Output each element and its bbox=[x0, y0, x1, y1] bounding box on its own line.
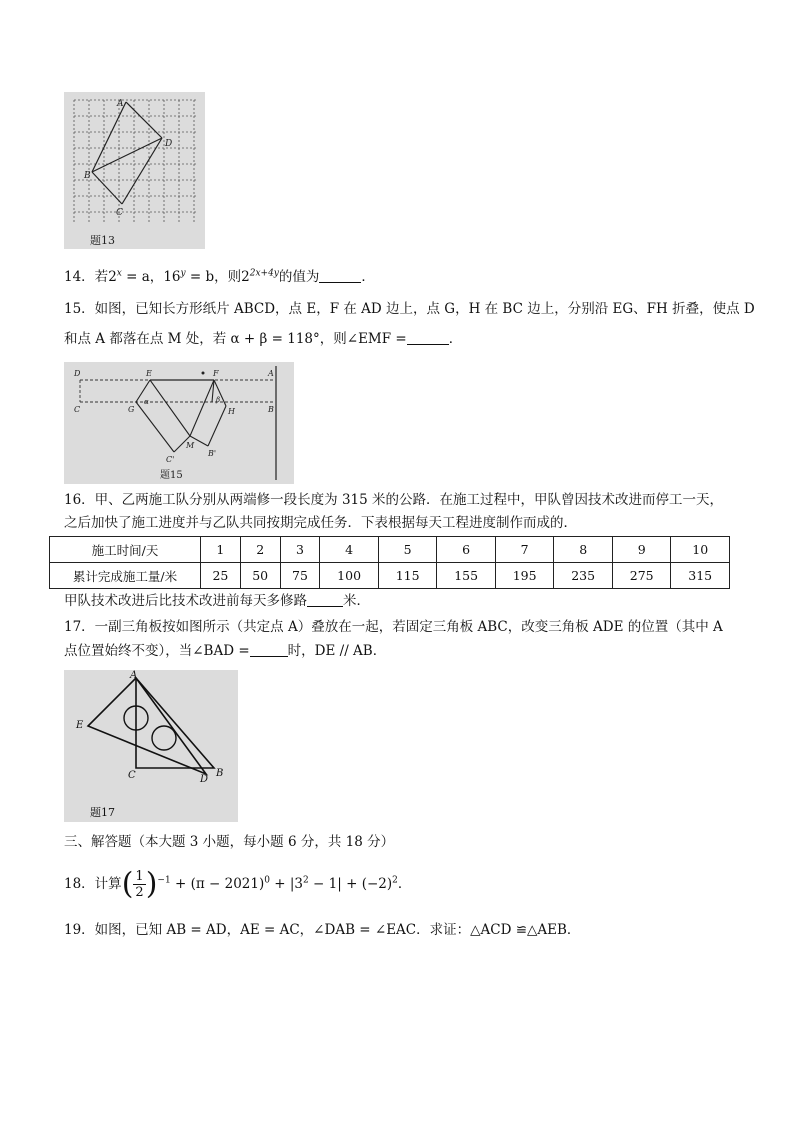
fig15-label-b-prime: B' bbox=[208, 449, 217, 458]
table-cell: 6 bbox=[437, 537, 496, 563]
question-15-line1: 15．如图，已知长方形纸片 ABCD，点 E，F 在 AD 边上，点 G，H 在 BC 边上，分别沿 EG、FH 折叠，使点 D bbox=[64, 301, 755, 317]
question-16-after: 甲队技术改进后比技术改进前每天多修路 米． bbox=[64, 593, 370, 609]
table-cell: 7 bbox=[495, 537, 554, 563]
fig17-label-a: A bbox=[130, 670, 138, 681]
table-cell: 275 bbox=[612, 563, 671, 589]
table-cell: 75 bbox=[280, 563, 320, 589]
table-header-cell: 施工时间/天 bbox=[50, 537, 201, 563]
fig15-label-alpha: α bbox=[144, 398, 149, 406]
fig15-label-h: H bbox=[228, 407, 235, 416]
progress-table bbox=[49, 536, 730, 589]
table-cell: 9 bbox=[612, 537, 671, 563]
table-cell: 8 bbox=[554, 537, 613, 563]
table-cell: 4 bbox=[320, 537, 379, 563]
table-cell: 1 bbox=[201, 537, 241, 563]
fig17-label-c: C bbox=[128, 770, 136, 781]
fig13-label-b: B bbox=[84, 171, 91, 181]
figure-15 bbox=[64, 362, 294, 484]
table-cell: 2 bbox=[240, 537, 280, 563]
table-cell: 50 bbox=[240, 563, 280, 589]
fig15-label-c: C bbox=[74, 405, 81, 414]
question-16-line2: 之后加快了施工进度并与乙队共同按期完成任务．下表根据每天工程进度制作而成的． bbox=[64, 515, 577, 531]
question-17-line1: 17．一副三角板按如图所示（共定点 A）叠放在一起，若固定三角板 ABC，改变三角板 ADE 的位置（其中 A bbox=[64, 619, 723, 635]
fig17-caption: 题17 bbox=[90, 806, 115, 819]
fig13-label-a: A bbox=[117, 99, 124, 109]
question-18: 18．计算( $\frac{1}{2}$ )$^{-1} + (\pi - 2021)^0 + |3^2 - 1| + (-2)^2$． bbox=[64, 866, 412, 902]
table-cell: 115 bbox=[378, 563, 437, 589]
answer-blank-17[interactable] bbox=[250, 642, 288, 657]
table-header-cell: 累计完成施工量/米 bbox=[50, 563, 201, 589]
section-3-heading: 三、解答题（本大题 3 小题，每小题 6 分，共 18 分） bbox=[64, 834, 395, 850]
table-cell: 195 bbox=[495, 563, 554, 589]
question-19: 19．如图，已知 AB = AD，AE = AC，∠DAB = ∠EAC．求证：△ACD ≌△AEB． bbox=[64, 922, 581, 938]
table-cell: 25 bbox=[201, 563, 241, 589]
question-17-line2: 点位置始终不变），当∠BAD = 时，DE // AB． bbox=[64, 643, 387, 659]
figure-13 bbox=[64, 92, 205, 249]
table-cell: 155 bbox=[437, 563, 496, 589]
fig15-label-c-prime: C' bbox=[166, 455, 175, 464]
table-cell: 5 bbox=[378, 537, 437, 563]
table-row bbox=[50, 563, 730, 589]
fig15-label-e: E bbox=[146, 369, 152, 378]
fig15-label-a: A bbox=[268, 369, 274, 378]
fig13-label-d: D bbox=[165, 139, 173, 149]
fig15-label-b: B bbox=[268, 405, 274, 414]
fig15-label-beta: β bbox=[216, 396, 221, 404]
table-row bbox=[50, 537, 730, 563]
fig15-caption: 题15 bbox=[160, 470, 183, 481]
figure-17 bbox=[64, 670, 238, 822]
answer-blank-14[interactable] bbox=[319, 268, 361, 283]
answer-blank-15[interactable] bbox=[407, 330, 449, 345]
fraction-one-half: $\frac{1}{2}$ bbox=[135, 869, 144, 900]
table-cell: 10 bbox=[671, 537, 730, 563]
question-15-line2: 和点 A 都落在点 M 处，若 α + β = 118°，则∠EMF = ． bbox=[64, 331, 463, 347]
fig13-label-c: C bbox=[116, 208, 123, 218]
fig13-caption: 题13 bbox=[90, 234, 115, 247]
table-cell: 315 bbox=[671, 563, 730, 589]
question-14: 14．若$2^x = a$，$16^y = b$，则$2^{2x+4y}$的值为 ． bbox=[64, 268, 375, 285]
table-cell: 3 bbox=[280, 537, 320, 563]
table-cell: 100 bbox=[320, 563, 379, 589]
answer-blank-16[interactable] bbox=[307, 592, 343, 607]
fig15-label-d: D bbox=[74, 369, 81, 378]
fig17-label-e: E bbox=[76, 720, 84, 731]
fig15-label-f: F bbox=[213, 369, 219, 378]
fig15-label-m: M bbox=[186, 441, 195, 450]
table-cell: 235 bbox=[554, 563, 613, 589]
question-16-line1: 16．甲、乙两施工队分别从两端修一段长度为 315 米的公路．在施工过程中，甲队曾因技术改进而停工一天， bbox=[64, 492, 724, 508]
fig15-label-g: G bbox=[128, 405, 135, 414]
fig17-label-d: D bbox=[200, 774, 209, 785]
fig17-label-b: B bbox=[216, 768, 224, 779]
